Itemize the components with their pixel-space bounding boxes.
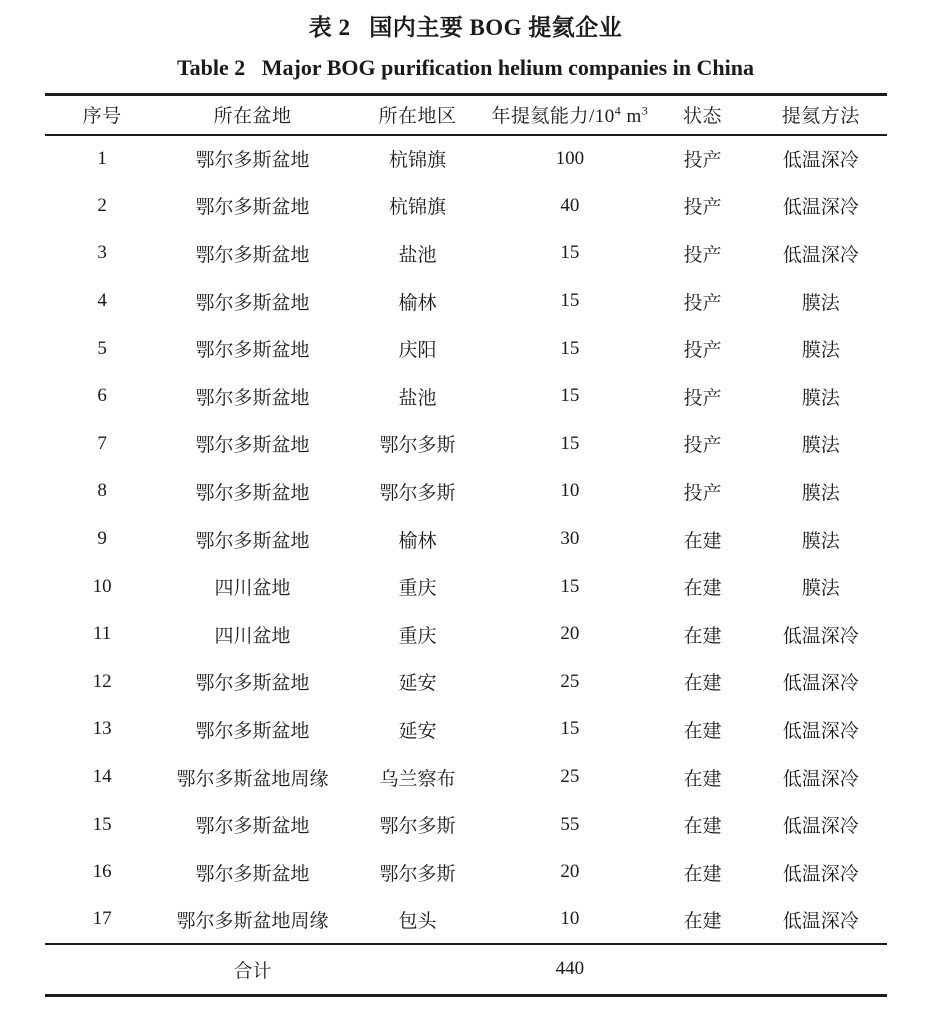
cell-basin: 鄂尔多斯盆地 <box>195 435 310 457</box>
cell-basin: 鄂尔多斯盆地 <box>195 340 310 362</box>
bog-helium-companies-table <box>45 93 887 997</box>
table-row <box>45 706 887 754</box>
cell-status: 在建 <box>683 673 722 695</box>
table-row <box>45 420 887 468</box>
cell-capacity: 55 <box>560 813 580 835</box>
cell-region: 鄂尔多斯 <box>379 482 456 504</box>
table-row <box>45 230 887 278</box>
cell-method: 低温深冷 <box>782 863 859 885</box>
capacity-header-text: 年提氦能力/10 <box>491 106 615 128</box>
cell-basin: 鄂尔多斯盆地 <box>195 292 310 314</box>
total-label: 合计 <box>233 960 272 982</box>
total-cell-region <box>345 944 490 996</box>
col-header-method: 提氦方法 <box>781 106 860 128</box>
table-footer <box>45 944 887 996</box>
cell-capacity: 25 <box>560 766 580 788</box>
cell-capacity: 25 <box>560 670 580 692</box>
cell-no: 12 <box>92 670 112 692</box>
total-cell-no <box>45 944 160 996</box>
cell-region: 榆林 <box>398 530 437 552</box>
cell-region: 盐池 <box>398 387 437 409</box>
cell-method: 膜法 <box>801 435 840 457</box>
col-header-capacity <box>490 95 650 135</box>
table-row <box>45 515 887 563</box>
cell-status: 投产 <box>683 292 722 314</box>
cell-basin: 鄂尔多斯盆地 <box>195 720 310 742</box>
cell-method: 低温深冷 <box>782 816 859 838</box>
cell-basin: 鄂尔多斯盆地 <box>195 387 310 409</box>
cell-capacity: 15 <box>560 290 580 312</box>
cell-region: 乌兰察布 <box>379 768 456 790</box>
cell-method: 低温深冷 <box>782 244 859 266</box>
cell-no: 3 <box>97 242 107 264</box>
cell-no: 1 <box>97 147 107 169</box>
cell-capacity: 15 <box>560 385 580 407</box>
cell-method: 膜法 <box>801 482 840 504</box>
table-row <box>45 135 887 183</box>
cell-no: 5 <box>97 337 107 359</box>
cell-status: 在建 <box>683 530 722 552</box>
table-row <box>45 801 887 849</box>
cell-no: 13 <box>92 718 112 740</box>
cell-status: 投产 <box>683 435 722 457</box>
cell-status: 投产 <box>683 482 722 504</box>
cell-method: 低温深冷 <box>782 720 859 742</box>
capacity-unit-exponent: 3 <box>641 103 649 118</box>
cell-capacity: 15 <box>560 575 580 597</box>
cell-status: 在建 <box>683 910 722 932</box>
cell-method: 膜法 <box>801 340 840 362</box>
cell-method: 膜法 <box>801 387 840 409</box>
cell-basin: 四川盆地 <box>214 578 291 600</box>
cell-region: 延安 <box>398 720 437 742</box>
table-row <box>45 182 887 230</box>
cell-no: 14 <box>92 766 112 788</box>
cell-capacity: 15 <box>560 432 580 454</box>
cell-region: 杭锦旗 <box>388 197 446 219</box>
cell-basin: 鄂尔多斯盆地 <box>195 530 310 552</box>
cell-basin: 鄂尔多斯盆地周缘 <box>176 768 329 790</box>
cell-basin: 鄂尔多斯盆地 <box>195 863 310 885</box>
cell-basin: 鄂尔多斯盆地 <box>195 482 310 504</box>
table-header <box>45 95 887 135</box>
cell-method: 膜法 <box>801 578 840 600</box>
cell-status: 投产 <box>683 197 722 219</box>
cell-capacity: 10 <box>560 480 580 502</box>
col-header-region: 所在地区 <box>378 106 457 128</box>
cell-method: 膜法 <box>801 530 840 552</box>
cell-status: 在建 <box>683 625 722 647</box>
cell-capacity: 15 <box>560 337 580 359</box>
table-row <box>45 372 887 420</box>
table-row <box>45 610 887 658</box>
cell-method: 低温深冷 <box>782 910 859 932</box>
cell-capacity: 15 <box>560 242 580 264</box>
cell-status: 在建 <box>683 816 722 838</box>
total-cell-method <box>755 944 886 996</box>
table-row <box>45 277 887 325</box>
cell-method: 低温深冷 <box>782 197 859 219</box>
cell-basin: 鄂尔多斯盆地 <box>195 150 310 172</box>
cell-method: 膜法 <box>801 292 840 314</box>
cell-no: 11 <box>93 623 112 645</box>
cell-no: 8 <box>97 480 107 502</box>
cell-region: 鄂尔多斯 <box>379 435 456 457</box>
cell-status: 在建 <box>683 768 722 790</box>
table-title-zh: 表 2 国内主要 BOG 提氦企业 <box>308 15 623 40</box>
cell-status: 投产 <box>683 244 722 266</box>
cell-basin: 鄂尔多斯盆地周缘 <box>176 910 329 932</box>
cell-no: 7 <box>97 432 107 454</box>
header-row <box>45 95 887 135</box>
cell-no: 6 <box>97 385 107 407</box>
cell-no: 2 <box>97 194 107 216</box>
table-row <box>45 468 887 516</box>
col-header-status: 状态 <box>682 106 722 128</box>
col-header-basin: 所在盆地 <box>213 106 292 128</box>
cell-region: 杭锦旗 <box>388 150 446 172</box>
table-row <box>45 753 887 801</box>
cell-status: 投产 <box>683 150 722 172</box>
cell-region: 盐池 <box>398 244 437 266</box>
total-value: 440 <box>555 958 585 980</box>
cell-basin: 鄂尔多斯盆地 <box>195 197 310 219</box>
cell-status: 投产 <box>683 387 722 409</box>
cell-method: 低温深冷 <box>782 625 859 647</box>
cell-basin: 四川盆地 <box>214 625 291 647</box>
cell-basin: 鄂尔多斯盆地 <box>195 816 310 838</box>
cell-no: 9 <box>97 528 107 550</box>
cell-method: 低温深冷 <box>782 673 859 695</box>
cell-no: 10 <box>92 575 112 597</box>
cell-region: 重庆 <box>398 578 437 600</box>
cell-method: 低温深冷 <box>782 150 859 172</box>
capacity-power-exponent: 4 <box>614 103 622 118</box>
cell-status: 投产 <box>683 340 722 362</box>
cell-region: 延安 <box>398 673 437 695</box>
table-row <box>45 325 887 373</box>
cell-no: 15 <box>92 813 112 835</box>
cell-method: 低温深冷 <box>782 768 859 790</box>
table-title-en: Table 2 Major BOG purification helium companies in China <box>177 55 754 80</box>
cell-region: 重庆 <box>398 625 437 647</box>
cell-capacity: 20 <box>560 623 580 645</box>
cell-basin: 鄂尔多斯盆地 <box>195 244 310 266</box>
cell-no: 17 <box>92 908 112 930</box>
cell-region: 鄂尔多斯 <box>379 863 456 885</box>
col-header-no: 序号 <box>82 106 122 128</box>
cell-status: 在建 <box>683 720 722 742</box>
table-row <box>45 563 887 611</box>
table-body <box>45 135 887 944</box>
cell-status: 在建 <box>683 863 722 885</box>
cell-capacity: 15 <box>560 718 580 740</box>
total-row <box>45 944 887 996</box>
table-row <box>45 896 887 944</box>
cell-no: 4 <box>97 290 107 312</box>
cell-capacity: 10 <box>560 908 580 930</box>
table-row <box>45 658 887 706</box>
cell-region: 鄂尔多斯 <box>379 816 456 838</box>
cell-region: 包头 <box>398 910 437 932</box>
table-row <box>45 848 887 896</box>
cell-region: 榆林 <box>398 292 437 314</box>
cell-region: 庆阳 <box>398 340 437 362</box>
cell-capacity: 100 <box>555 147 585 169</box>
cell-no: 16 <box>92 861 112 883</box>
capacity-unit-text: m <box>621 106 642 128</box>
total-cell-status <box>650 944 755 996</box>
cell-capacity: 20 <box>560 861 580 883</box>
cell-capacity: 40 <box>560 194 580 216</box>
cell-basin: 鄂尔多斯盆地 <box>195 673 310 695</box>
cell-capacity: 30 <box>560 528 580 550</box>
cell-status: 在建 <box>683 578 722 600</box>
